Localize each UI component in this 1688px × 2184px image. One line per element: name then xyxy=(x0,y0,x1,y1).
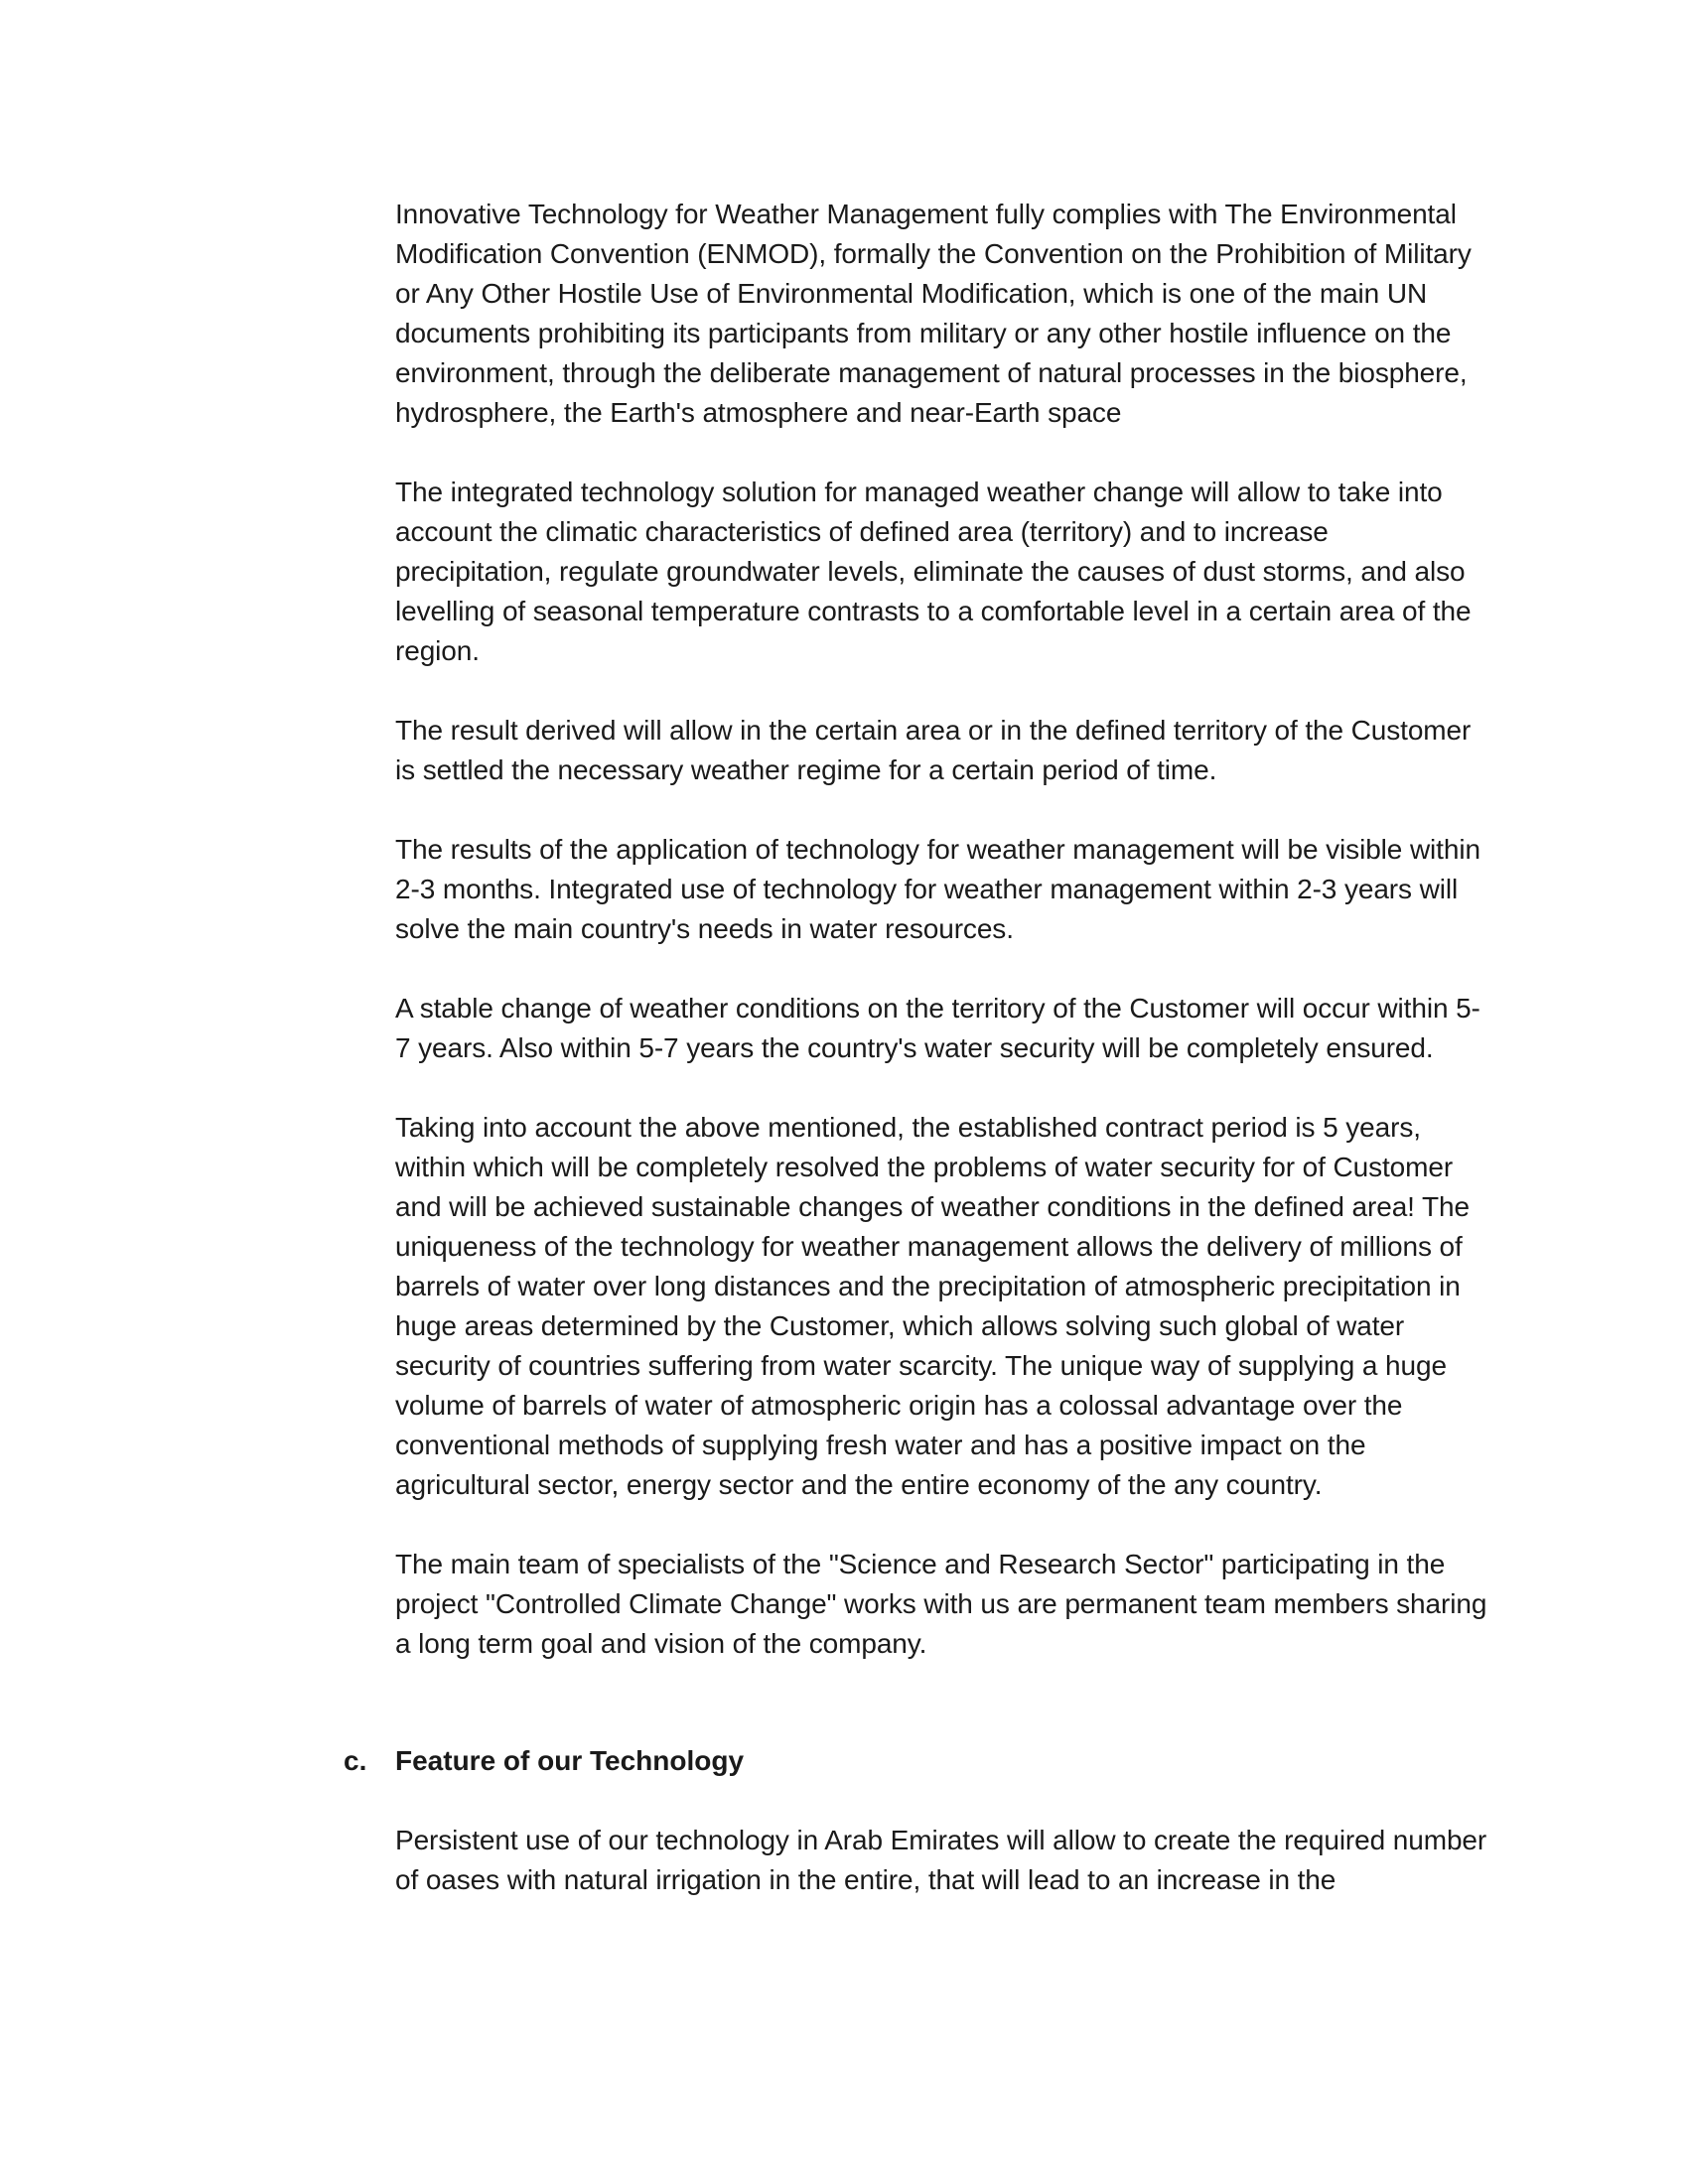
section-title: Feature of our Technology xyxy=(395,1745,745,1776)
page-body xyxy=(344,195,1489,1940)
paragraph-result-derived: The result derived will allow in the certain area or in the defined territory of the Customer is settled the necessary weather regime for a certain period of time. xyxy=(395,715,1472,785)
paragraph-results-timeline: The results of the application of technology for weather management will be visible within 2-3 months. Integrated use of technology for weather management within 2-3 years will solve the main country's needs in water resources. xyxy=(395,834,1480,944)
paragraph-stable-change: A stable change of weather conditions on the territory of the Customer will occur within 5-7 years. Also within 5-7 years the country's water security will be completely ensured. xyxy=(395,993,1480,1063)
paragraph-integrated-solution: The integrated technology solution for managed weather change will allow to take into account the climatic characteristics of defined area (territory) and to increase precipitation, regulate groundwater levels, eliminate the causes of dust storms, and also levelling of seasonal temperature contrasts to a comfortable level in a certain area of the region. xyxy=(395,477,1472,666)
section-marker: c. xyxy=(344,1745,367,1776)
paragraph-enmod-compliance: Innovative Technology for Weather Management fully complies with The Environmental Modification Convention (ENMOD), formally the Convention on the Prohibition of Military or Any Other Hostile Use of Environmental Modification, which is one of the main UN documents prohibiting its participants from military or any other hostile influence on the environment, through the deliberate management of natural processes in the biosphere, hydrosphere, the Earth's atmosphere and near-Earth space xyxy=(395,199,1472,428)
paragraph-feature: Persistent use of our technology in Arab Emirates will allow to create the required number of oases with natural irrigation in the entire, that will lead to an increase in the xyxy=(395,1825,1487,1895)
paragraph-team: The main team of specialists of the "Science and Research Sector" participating in the project "Controlled Climate Change" works with us are permanent team members sharing a long term goal and vision of the company. xyxy=(395,1549,1487,1659)
paragraph-contract-period: Taking into account the above mentioned, the established contract period is 5 years, within which will be completely resolved the problems of water security for of Customer and will be achieved sustainable changes of weather conditions in the defined area! The uniqueness of the technology for weather management allows the delivery of millions of barrels of water over long distances and the precipitation of atmospheric precipitation in huge areas determined by the Customer, which allows solving such global of water security of countries suffering from water scarcity. The unique way of supplying a huge volume of barrels of water of atmospheric origin has a colossal advantage over the conventional methods of supplying fresh water and has a positive impact on the agricultural sector, energy sector and the entire economy of the any country. xyxy=(395,1112,1470,1500)
section-heading xyxy=(344,1741,1489,1781)
